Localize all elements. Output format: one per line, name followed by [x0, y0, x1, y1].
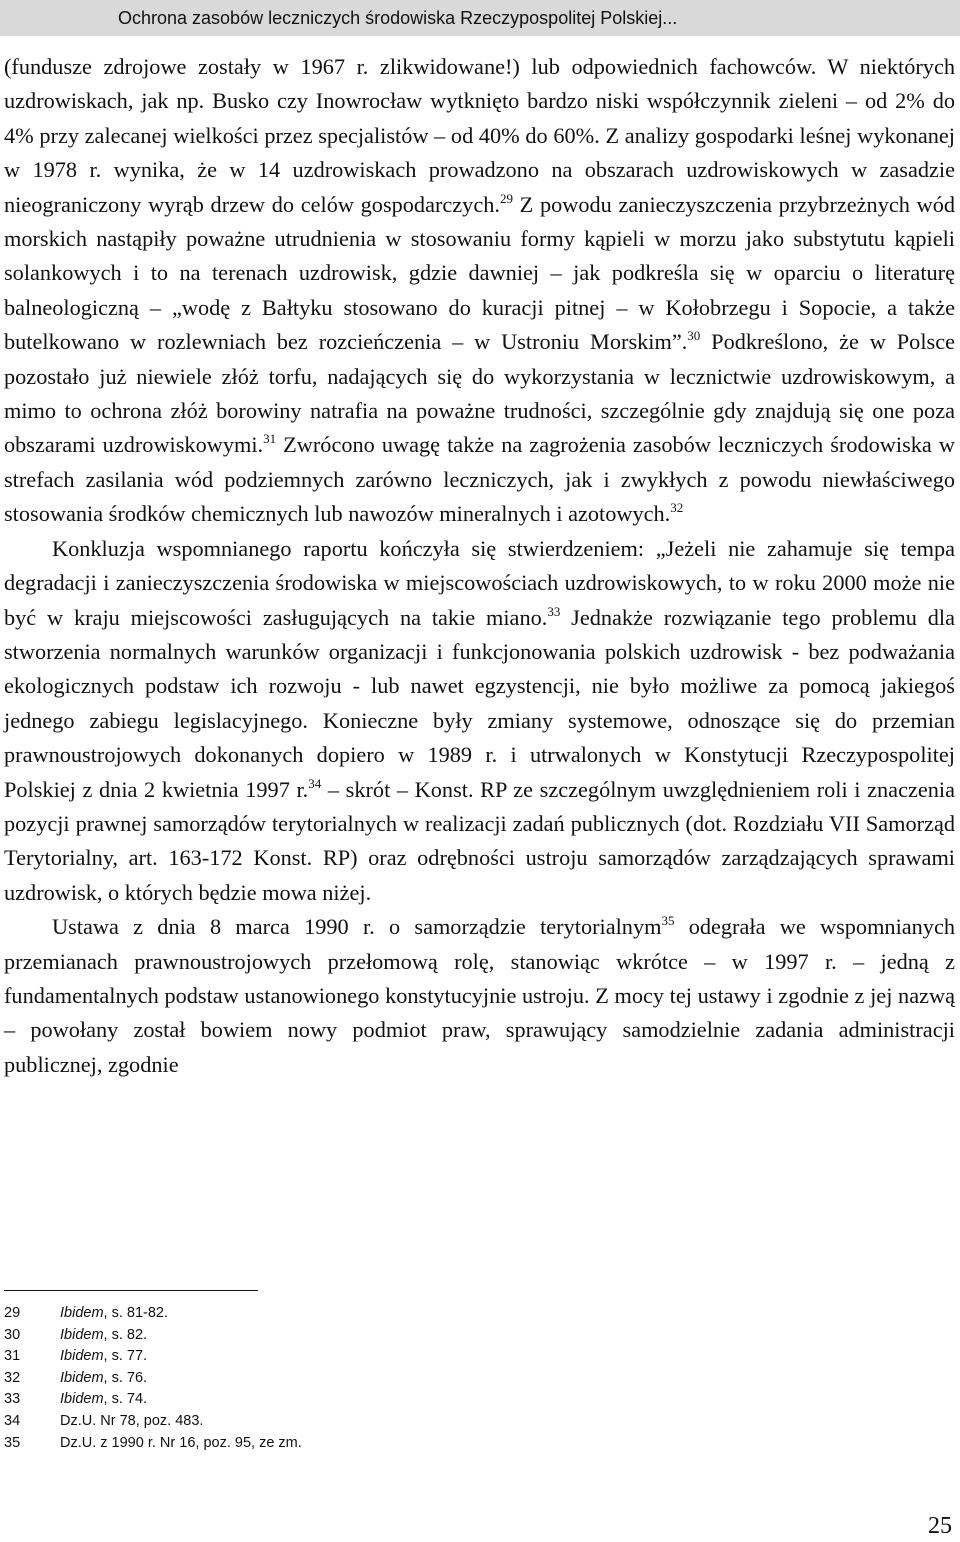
page-number: 25 — [928, 1513, 952, 1539]
footnote-number: 30 — [4, 1326, 21, 1343]
footnote-number: 33 — [4, 1391, 21, 1408]
footnote-citation: Dz.U. Nr 78, poz. 483. — [60, 1412, 204, 1429]
running-title: Ochrona zasobów leczniczych środowiska Rzeczypospolitej Polskiej... — [118, 8, 678, 28]
footnote-33 — [4, 1389, 604, 1411]
footnote-page: , s. 81-82. — [103, 1305, 169, 1321]
paragraph-2-text: – skrót – Konst. RP ze szczególnym uwzględnieniem roli i znaczenia pozycji prawnej samorządów terytorialnych w realizacji zadań publicznych (dot. Rozdziału VII Samorząd Terytorialny, art. 163-172 Konst. RP) oraz odrębności ustroju samorządów zarządzających sprawami uzdrowisk, o których będzie mowa niżej. — [4, 776, 955, 905]
paragraph-1-text: (fundusze zdrojowe zostały w 1967 r. zlikwidowane!) lub odpowiednich fachowców. W niektórych uzdrowiskach, jak np. Busko czy Inowrocław wytknięto bardzo niski współczynnik zieleni – od 2% do 4% przy zalecanej wielkości przez specjalistów – od 40% do 60%. Z analizy gospodarki leśnej wykonanej w 1978 r. wynika, że w 14 uzdrowiskach prowadzono na obszarach uzdrowiskowych w zasadzie nieograniczony wyrąb drzew do celów gospodarczych. — [4, 54, 955, 217]
paragraph-1 — [4, 50, 955, 532]
paragraph-2-text: Konkluzja wspomnianego raportu kończyła się stwierdzeniem: „Jeżeli nie zahamuje się tempa degradacji i zanieczyszczenia środowiska w miejscowościach uzdrowiskowych, to w roku 2000 może nie być w kraju miejscowości zasługujących na takie miano. — [4, 535, 955, 630]
footnote-32 — [4, 1368, 604, 1390]
paragraph-3-text: odegrała we wspomnianych przemianach prawnoustrojowych przełomową rolę, stanowiąc wkrótce – w 1997 r. – jedną z fundamentalnych podstaw ustanowionego konstytucyjnie ustroju. Z mocy tej ustawy i zgodnie z jej nazwą – powołany został bowiem nowy podmiot praw, sprawujący samodzielnie zadania administracji publicznej, zgodnie — [4, 914, 956, 1077]
footnote-source: Ibidem — [60, 1369, 104, 1386]
paragraph-1-text: Z powodu zanieczyszczenia przybrzeżnych wód morskich nastąpiły poważne utrudnienia w stosowaniu formy kąpieli w morzu jako substytutu kąpieli solankowych i to na terenach uzdrowisk, gdzie dawniej – jak podkreśla się w oparciu o literaturę balneologiczną – „wodę z Bałtyku stosowano do kuracji pitnej – w Kołobrzegu i Sopocie, a także butelkowano w rozlewniach bez rozcieńczenia – w Ustroniu Morskim”. — [4, 191, 955, 355]
paragraph-2 — [4, 532, 955, 910]
footnote-page: , s. 77. — [103, 1348, 148, 1365]
footnote-ref-32: 32 — [670, 500, 684, 516]
footnote-ref-30: 30 — [687, 328, 701, 344]
footnote-number: 29 — [4, 1305, 21, 1321]
footnote-source: Ibidem — [60, 1391, 104, 1408]
footnote-number: 34 — [4, 1412, 21, 1429]
paragraph-1-text: Podkreślono, że w Polsce pozostało już niewiele złóż torfu, nadających się do wykorzystania w lecznictwie uzdrowiskowym, a mimo to ochrona złóż borowiny natrafia na poważne trudności, szczególnie gdy znajdują się one poza obszarami uzdrowiskowymi. — [4, 329, 955, 458]
paragraph-2-text: Jednakże rozwiązanie tego problemu dla stworzenia normalnych warunków organizacji i funkcjonowania polskich uzdrowisk - bez podważania ekologicznych podstaw ich rozwoju - lub nawet egzystencji, nie było możliwe za pomocą jakiegoś jednego zabiegu legislacyjnego. Konieczne były zmiany systemowe, odnoszące się do przemian prawnoustrojowych dokonanych dopiero w 1989 r. i utrwalonych w Konstytucji Rzeczypospolitej Polskiej z dnia 2 kwietnia 1997 r. — [4, 604, 955, 802]
footnote-number: 35 — [4, 1434, 21, 1451]
footnote-ref-33: 33 — [547, 603, 561, 619]
footnote-page: , s. 76. — [103, 1369, 148, 1386]
footnote-29 — [4, 1303, 604, 1325]
footnote-ref-31: 31 — [263, 431, 277, 447]
footnote-ref-35: 35 — [661, 913, 675, 929]
footnote-31 — [4, 1346, 604, 1368]
footnote-34 — [4, 1411, 604, 1433]
body-text — [4, 50, 955, 1082]
footnote-page: , s. 74. — [103, 1391, 148, 1408]
paragraph-1-text: Zwrócono uwagę także na zagrożenia zasobów leczniczych środowiska w strefach zasilania wód podziemnych zarówno leczniczych, jak i zwykłych z powodu niewłaściwego stosowania środków chemicznych lub nawozów mineralnych i azotowych. — [4, 432, 955, 527]
footnote-source: Ibidem — [60, 1305, 104, 1321]
footnote-35 — [4, 1433, 604, 1455]
footnote-source: Ibidem — [60, 1348, 104, 1365]
footnote-citation: Dz.U. z 1990 r. Nr 16, poz. 95, ze zm. — [60, 1434, 302, 1451]
footnotes — [4, 1303, 604, 1454]
footnote-divider — [4, 1290, 258, 1291]
footnote-30 — [4, 1325, 604, 1347]
footnote-number: 32 — [4, 1369, 21, 1386]
footnote-ref-29: 29 — [499, 190, 513, 206]
running-header — [0, 0, 960, 36]
footnote-number: 31 — [4, 1348, 21, 1365]
paragraph-3 — [4, 910, 955, 1082]
footnote-page: , s. 82. — [103, 1326, 148, 1343]
paragraph-3-text: Ustawa z dnia 8 marca 1990 r. o samorządzie terytorialnym — [52, 914, 662, 940]
footnote-source: Ibidem — [60, 1326, 104, 1343]
footnote-ref-34: 34 — [308, 775, 322, 791]
